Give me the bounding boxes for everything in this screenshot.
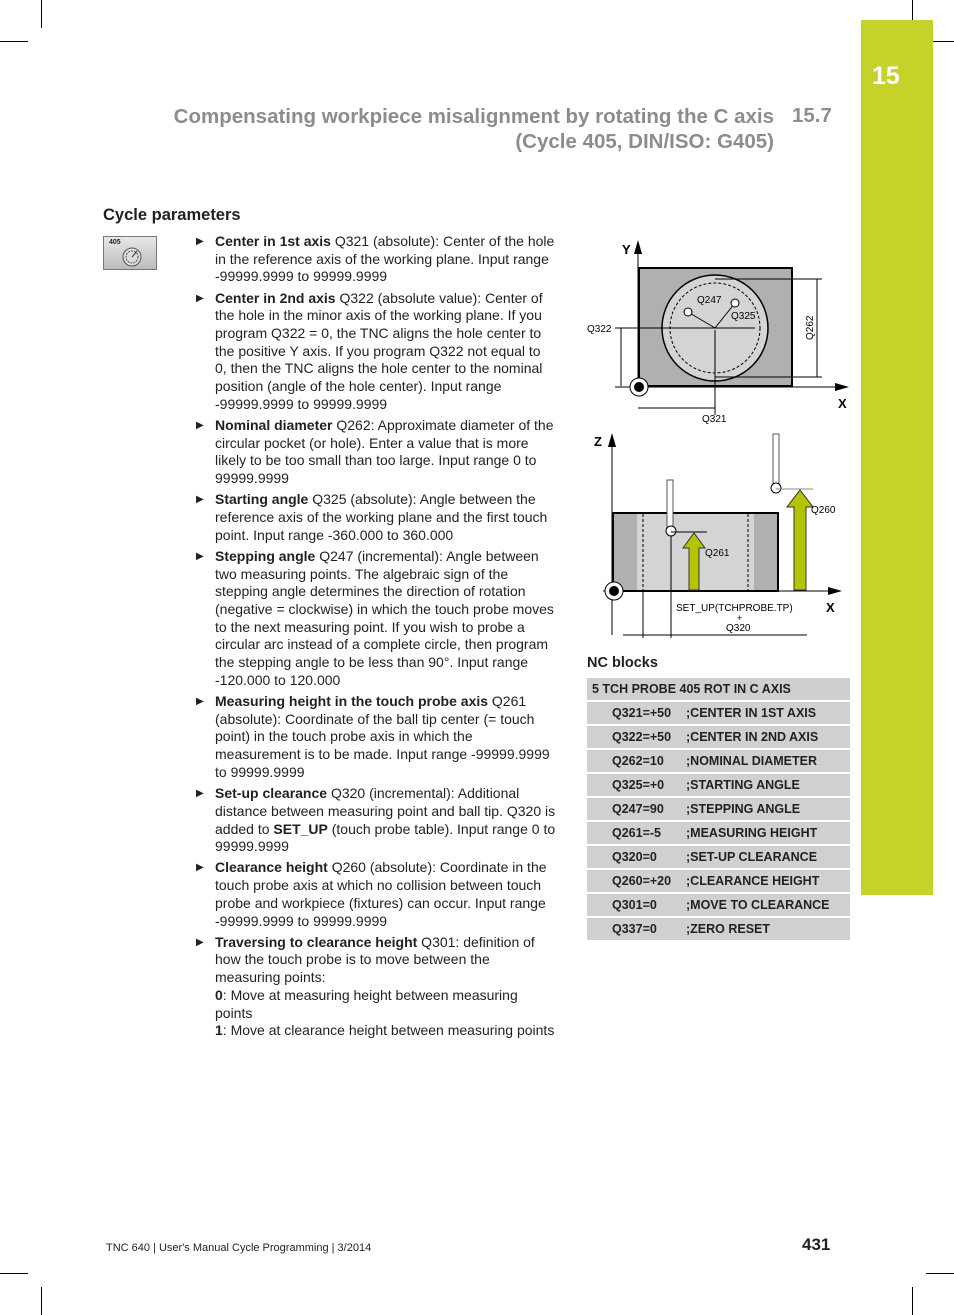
nc-comment: ;STEPPING ANGLE <box>686 802 801 816</box>
label-setup: SET_UP(TCHPROBE.TP) <box>676 603 793 614</box>
y-axis-label: Y <box>622 242 631 257</box>
crop-mark <box>41 1287 42 1315</box>
arrow-q260 <box>787 490 813 590</box>
param-desc: Q321 (absolute): Center of the hole in the reference axis of the working plane. Input range -99999.9999 to 99999.9999 <box>215 233 555 285</box>
nc-comment: ;MOVE TO CLEARANCE <box>686 898 830 912</box>
nc-header-row: 5 TCH PROBE 405 ROT IN C AXIS <box>587 678 850 700</box>
label-q320: Q320 <box>726 623 751 634</box>
nc-comment: ;NOMINAL DIAMETER <box>686 754 818 768</box>
crop-mark <box>926 1273 954 1274</box>
param-term: Center in 2nd axis <box>215 289 336 306</box>
nc-code: Q322=+50 <box>612 730 672 744</box>
probe-stylus <box>773 434 779 488</box>
param-item: ▶ Nominal diameter Q262: Approximate diameter of the circular pocket (or hole). Enter a value that is more likely to be too small than too large. Input range 0 to 99999.9999 <box>196 417 554 487</box>
label-q322: Q322 <box>587 324 612 335</box>
nc-comment: ;CENTER IN 2ND AXIS <box>686 730 819 744</box>
param-term: Traversing to clearance height <box>215 933 418 950</box>
nc-blocks-table <box>587 678 850 942</box>
crop-mark <box>41 0 42 28</box>
crop-mark <box>0 41 28 42</box>
nc-comment: ;MEASURING HEIGHT <box>686 826 818 840</box>
label-q262: Q262 <box>805 315 816 340</box>
nc-code: Q320=0 <box>612 850 657 864</box>
nc-row <box>587 870 850 892</box>
chapter-number: 15 <box>872 62 900 90</box>
crop-mark <box>912 0 913 20</box>
param-desc: (touch probe table). Input range 0 to 99999.9999 <box>215 820 556 855</box>
param-desc: Q261 (absolute): Coordinate of the ball tip center (= touch point) in the touch probe axis in which the measurement is to be made. Input range -99999.9999 to 99999.9999 <box>215 693 550 780</box>
page-number: 431 <box>802 1235 831 1254</box>
section-title: Cycle parameters <box>103 206 241 224</box>
option-key: 0 <box>215 986 223 1003</box>
param-keyword: SET_UP <box>273 820 328 837</box>
param-item: ▶ Center in 2nd axis Q322 (absolute value): Center of the hole in the minor axis of the working plane. If you program Q322 = 0, the TNC aligns the hole center to the positive Y axis. If you program Q322 not equal to 0, then the TNC aligns the hole center to the nominal position (angle of the hole center). Input range -99999.9999 to 99999.9999 <box>196 289 543 412</box>
param-item: ▶ Starting angle Q325 (absolute): Angle between the reference axis of the working plane and the first touch point. Input range -360.000 to 360.000 <box>196 491 548 543</box>
nc-comment: ;ZERO RESET <box>686 922 771 936</box>
label-q321: Q321 <box>702 414 727 425</box>
param-item: ▶ Measuring height in the touch probe axis Q261 (absolute): Coordinate of the ball tip center (= touch point) in the touch probe axis in which the measurement is to be made. Input range -99999.9999 to 99999.9999 <box>196 693 550 780</box>
nc-row <box>587 822 850 844</box>
param-term: Measuring height in the touch probe axis <box>215 693 489 710</box>
nc-comment: ;CLEARANCE HEIGHT <box>686 874 820 888</box>
cycle-405-icon <box>103 236 157 270</box>
param-item: ▶ Traversing to clearance height Q301: definition of how the touch probe is to move between the measuring points: 0: Move at measuring height between measuring points 1: Move at clearance height between measuring points <box>196 933 555 1039</box>
nc-code: Q337=0 <box>612 922 657 936</box>
probe-stylus <box>667 480 673 531</box>
crop-mark <box>912 1287 913 1315</box>
nc-code: Q261=-5 <box>612 826 661 840</box>
header-line-2: (Cycle 405, DIN/ISO: G405) <box>515 130 774 153</box>
nc-comment: ;CENTER IN 1ST AXIS <box>686 706 817 720</box>
x-axis-label: X <box>838 396 847 411</box>
nc-blocks-title: NC blocks <box>587 655 658 671</box>
param-item: ▶ Set-up clearance Q320 (incremental): Additional distance between measuring point and ball tip. Q320 is added to SET_UP (touch probe table). Input range 0 to 99999.9999 <box>196 785 556 855</box>
param-term: Center in 1st axis <box>215 233 331 249</box>
x-axis-label: X <box>826 600 835 615</box>
nc-comment: ;SET-UP CLEARANCE <box>686 850 818 864</box>
param-desc: Q247 (incremental): Angle between two measuring points. The algebraic sign of the stepping angle determines the direction of rotation (negative = clockwise) in which the touch probe moves to the next measuring point. If you wish to probe a circular arc instead of a complete circle, then program the stepping angle to be less than 90°. Input range -120.000 to 120.000 <box>215 547 554 688</box>
nc-row <box>587 846 850 868</box>
param-term: Stepping angle <box>215 547 316 564</box>
nc-row <box>587 726 850 748</box>
param-desc: Q320 (incremental): Additional distance between measuring point and ball tip. Q320 is added to <box>215 785 556 837</box>
option-key: 1 <box>215 1022 223 1039</box>
chapter-tab <box>861 20 933 895</box>
icon-label: 405 <box>109 239 121 246</box>
param-desc: Q301: definition of how the touch probe is to move between the measuring points: <box>215 933 535 986</box>
param-item: ▶ Center in 1st axis Q321 (absolute): Center of the hole in the reference axis of the working plane. Input range -99999.9999 to 99999.9999 <box>196 233 555 285</box>
nc-row <box>587 774 850 796</box>
header-line-1: Compensating workpiece misalignment by rotating the C axis <box>173 105 774 128</box>
page-header-title <box>174 104 774 154</box>
nc-code: Q301=0 <box>612 898 657 912</box>
nc-row <box>587 750 850 772</box>
label-plus: + <box>737 613 743 623</box>
param-desc: Q322 (absolute value): Center of the hole in the minor axis of the working plane. If you program Q322 = 0, the TNC aligns the hole center to the positive Y axis. If you program Q322 not equal to 0, then the TNC aligns the hole center to the nominal position (angle of the hole center). Input range -99999.9999 to 99999.9999 <box>215 289 543 412</box>
label-q325: Q325 <box>731 311 756 322</box>
option-text: : Move at measuring height between measuring points <box>215 986 518 1021</box>
param-desc: Q260 (absolute): Coordinate in the touch probe axis at which no collision between touch probe and workpiece (fixtures) can occur. Input range -99999.9999 to 99999.9999 <box>215 859 547 929</box>
crop-mark <box>0 1273 28 1274</box>
footer: TNC 640 | User's Manual Cycle Programming | 3/2014 <box>106 1242 372 1254</box>
cycle-diagram <box>585 230 855 650</box>
parameter-list <box>196 233 556 1043</box>
z-axis-label: Z <box>594 434 602 449</box>
param-term: Set-up clearance <box>215 785 328 802</box>
param-item: ▶ Clearance height Q260 (absolute): Coordinate in the touch probe axis at which no collision between touch probe and workpiece (fixtures) can occur. Input range -99999.9999 to 99999.9999 <box>196 859 547 929</box>
param-term: Clearance height <box>215 859 328 876</box>
nc-row <box>587 894 850 916</box>
option-text: : Move at clearance height between measuring points <box>222 1022 555 1039</box>
nc-code: Q262=10 <box>612 754 664 768</box>
nc-code: Q325=+0 <box>612 778 665 792</box>
nc-code: Q321=+50 <box>612 706 672 720</box>
param-term: Starting angle <box>215 491 309 508</box>
label-q260: Q260 <box>811 505 836 516</box>
nc-code: Q260=+20 <box>612 874 672 888</box>
param-desc: Q325 (absolute): Angle between the reference axis of the working plane and the first touch point. Input range -360.000 to 360.000 <box>215 491 548 543</box>
nc-row <box>587 918 850 940</box>
label-q247: Q247 <box>697 295 722 306</box>
param-item: ▶ Stepping angle Q247 (incremental): Angle between two measuring points. The algebraic sign of the stepping angle determines the direction of rotation (negative = clockwise) in which the touch probe moves to the next measuring point. If you wish to probe a circular arc instead of a complete circle, then program the stepping angle to be less than 90°. Input range -120.000 to 120.000 <box>196 547 554 688</box>
nc-code: Q247=90 <box>612 802 664 816</box>
nc-row <box>587 798 850 820</box>
nc-row <box>587 702 850 724</box>
section-number: 15.7 <box>792 104 832 127</box>
param-term: Nominal diameter <box>215 417 333 434</box>
label-q261: Q261 <box>705 548 730 559</box>
param-desc: Q262: Approximate diameter of the circular pocket (or hole). Enter a value that is more likely to be too small than too large. Input range 0 to 99999.9999 <box>215 417 554 487</box>
nc-comment: ;STARTING ANGLE <box>686 778 800 792</box>
